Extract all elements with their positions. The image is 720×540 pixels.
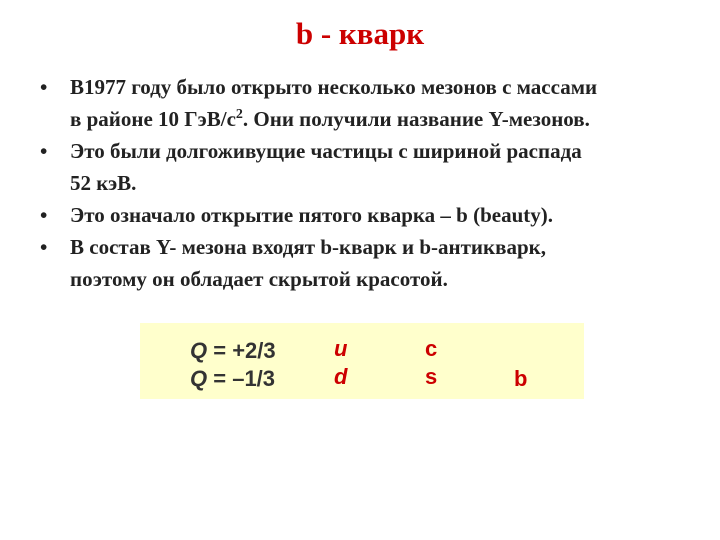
slide-title: b - кварк xyxy=(295,16,425,51)
bullet-item-fifth-quark xyxy=(40,199,690,231)
charge-symbol: Q xyxy=(190,366,208,391)
charge-value: = +2/3 xyxy=(213,338,276,363)
bullet-icon: • xyxy=(40,235,48,259)
bullet-text-line: . Они получили название Υ-мезонов. xyxy=(242,107,590,131)
quark-c: c xyxy=(425,336,438,361)
charge-label-upper xyxy=(190,338,276,364)
charge-label-lower xyxy=(190,366,275,392)
bullet-text-line: 52 кэВ. xyxy=(70,171,137,195)
bullet-item-hidden-beauty xyxy=(40,231,690,295)
superscript: 2 xyxy=(235,107,243,122)
bullet-text-line: Это были долгоживущие частицы с шириной распада xyxy=(70,139,582,163)
bullet-item-lifetime xyxy=(40,135,690,199)
bullet-text-line: В состав Υ- мезона входят b-кварк и b-антикварк, xyxy=(70,235,546,259)
bullet-icon: • xyxy=(40,75,48,99)
quark-table xyxy=(140,323,584,399)
quark-s: s xyxy=(425,364,438,389)
bullet-text-line: поэтому он обладает скрытой красотой. xyxy=(70,267,448,291)
charge-symbol: Q xyxy=(190,338,208,363)
charge-value: = –1/3 xyxy=(213,366,276,391)
bullet-list xyxy=(40,71,690,295)
bullet-icon: • xyxy=(40,203,48,227)
quark-b: b xyxy=(514,366,528,391)
quark-d: d xyxy=(334,364,348,389)
bullet-icon: • xyxy=(40,139,48,163)
bullet-item-discovery xyxy=(40,71,690,135)
bullet-text-line: В1977 году было открыто несколько мезонов с массами xyxy=(70,75,598,99)
bullet-text-line: в районе 10 ГэВ/с xyxy=(70,107,236,131)
bullet-text-line: Это означало открытие пятого кварка – b (beauty). xyxy=(70,203,553,227)
quark-u: u xyxy=(334,336,348,361)
